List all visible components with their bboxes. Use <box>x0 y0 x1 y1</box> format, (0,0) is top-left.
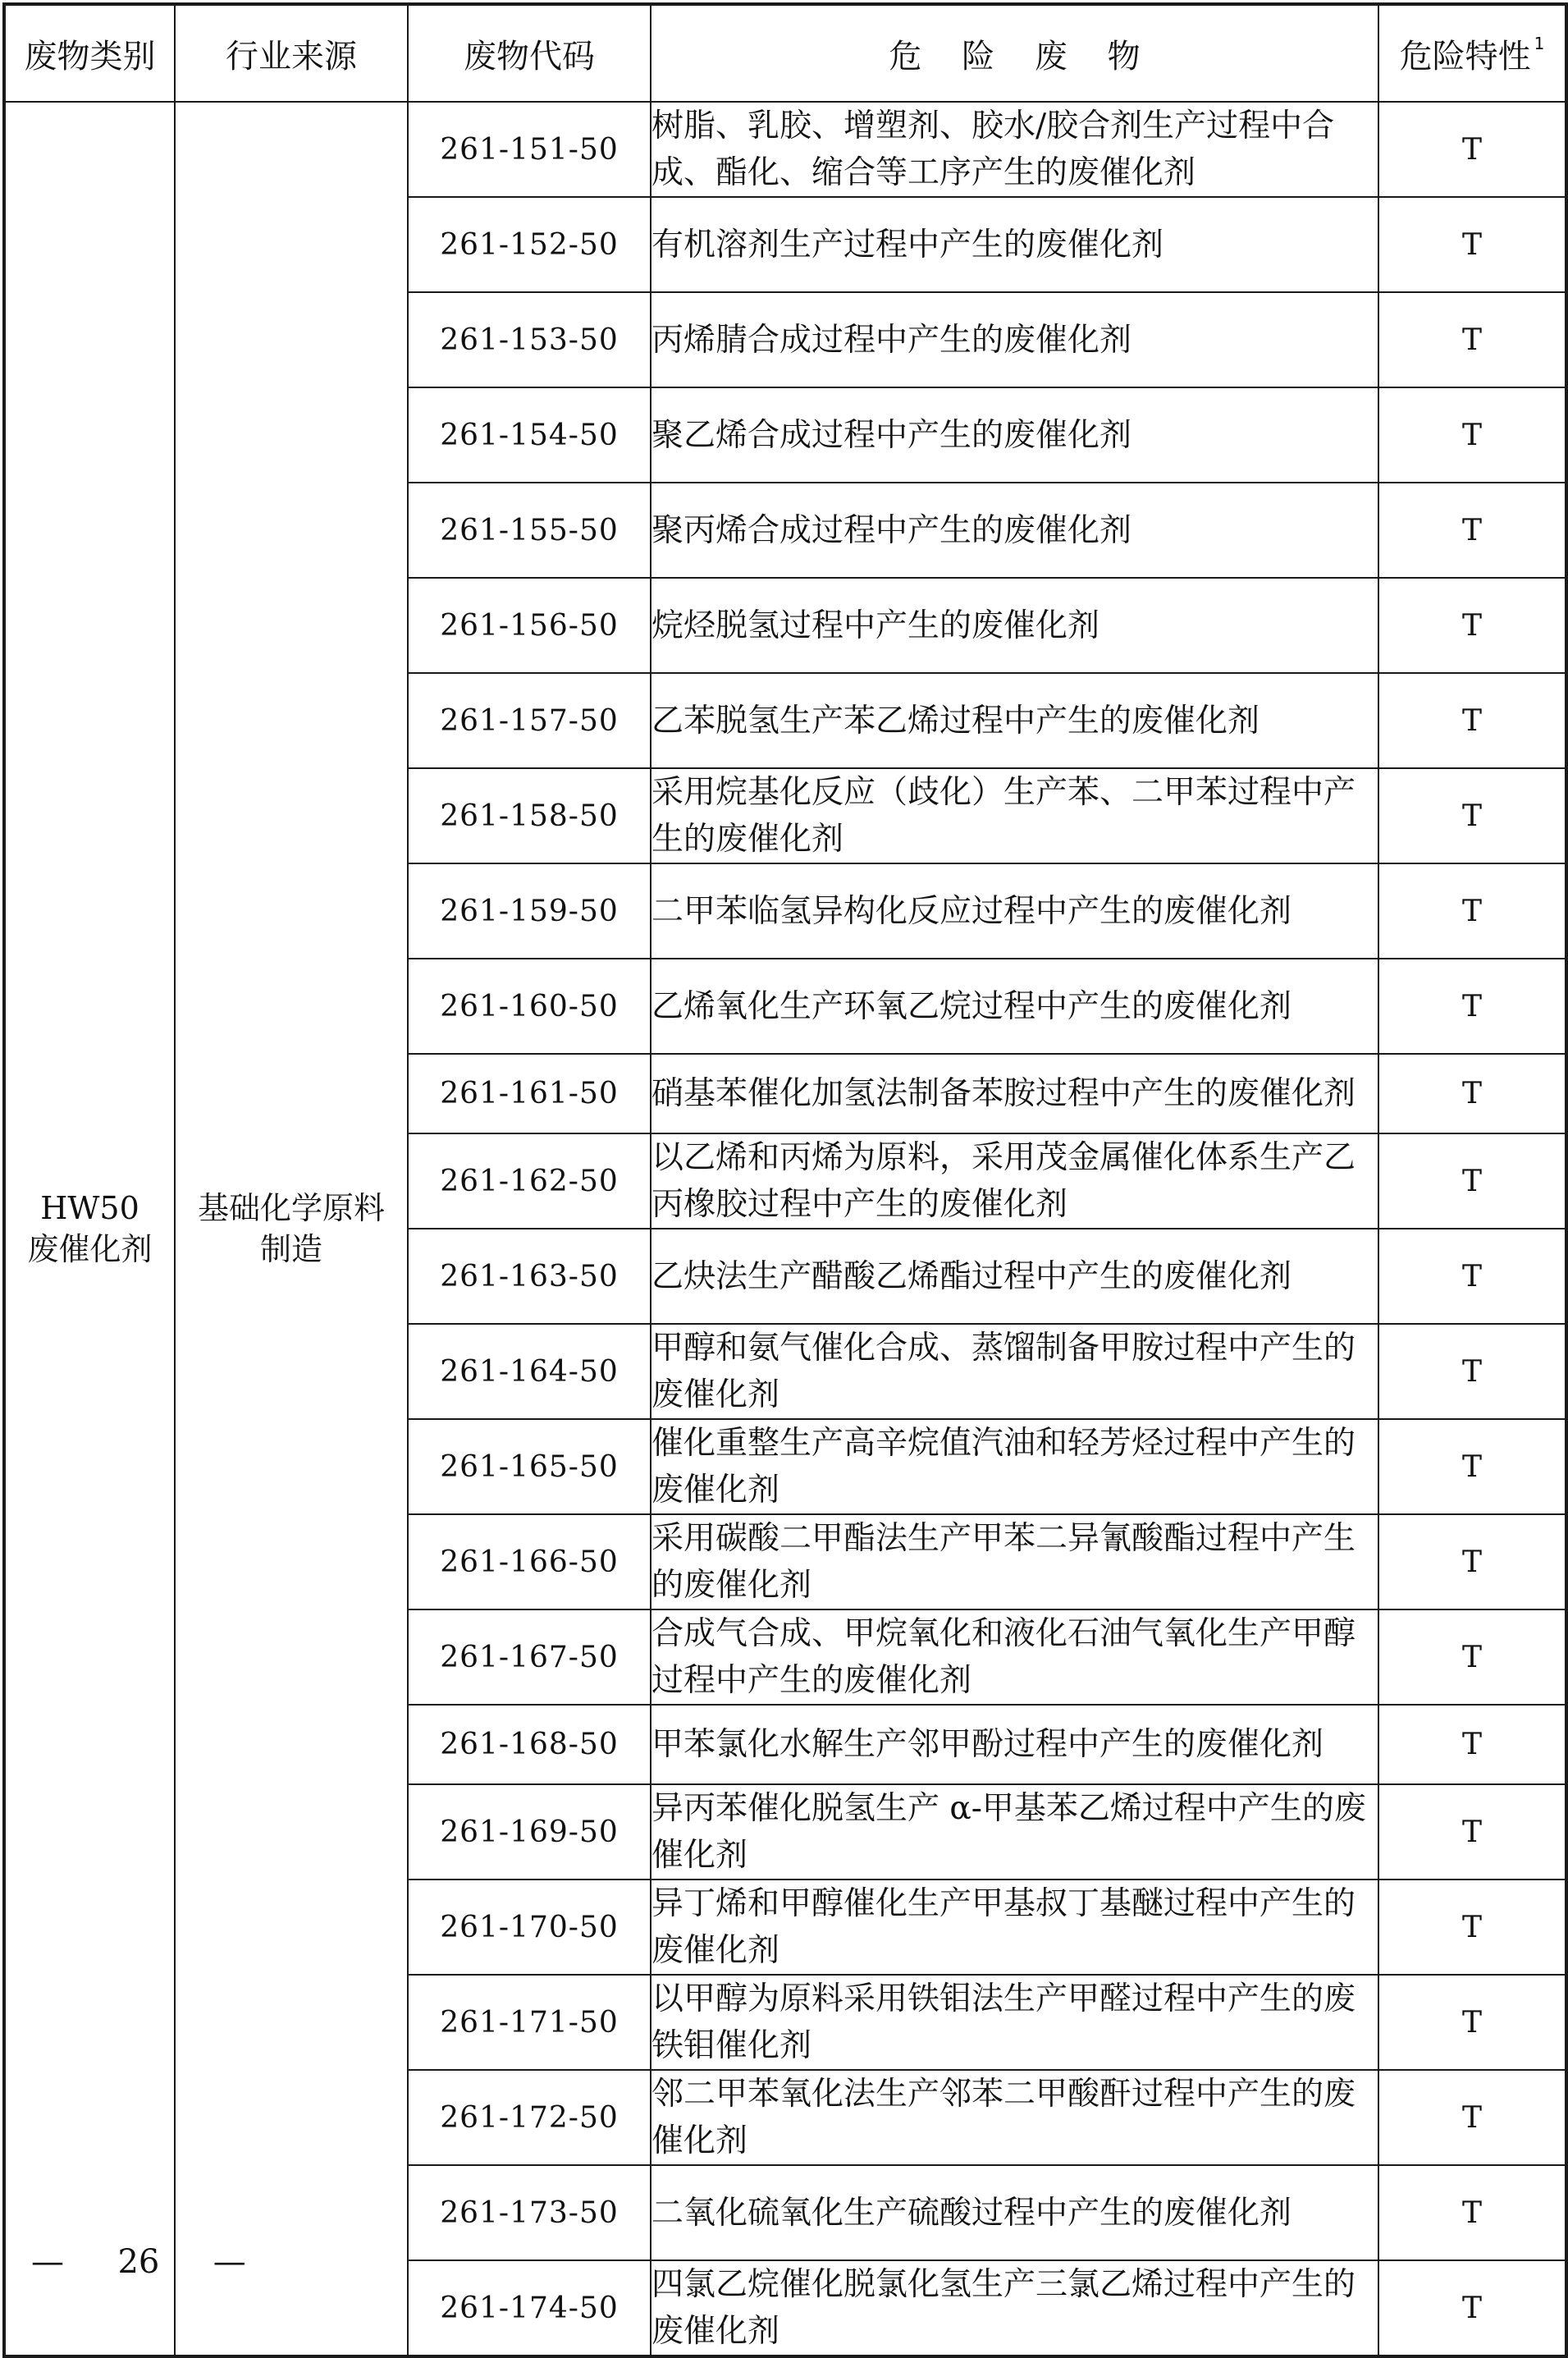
industry-source-line2: 制造 <box>259 1231 322 1267</box>
waste-description: 聚丙烯合成过程中产生的废催化剂 <box>651 483 1378 578</box>
footer-dash-left: — <box>31 2243 64 2281</box>
waste-description: 树脂、乳胶、增塑剂、胶水/胶合剂生产过程中合成、酯化、缩合等工序产生的废催化剂 <box>651 102 1378 197</box>
waste-code: 261-160-50 <box>408 959 651 1054</box>
hazard-characteristic: T <box>1378 1229 1566 1324</box>
table-body <box>4 102 1566 2356</box>
hazard-characteristic: T <box>1378 959 1566 1054</box>
waste-category-cell <box>4 102 175 2356</box>
waste-code: 261-151-50 <box>408 102 651 197</box>
hazard-characteristic: T <box>1378 1880 1566 1975</box>
hazard-characteristic: T <box>1378 292 1566 387</box>
waste-description: 丙烯腈合成过程中产生的废催化剂 <box>651 292 1378 387</box>
waste-description: 合成气合成、甲烷氧化和液化石油气氧化生产甲醇过程中产生的废催化剂 <box>651 1609 1378 1705</box>
hazard-characteristic: T <box>1378 768 1566 863</box>
hazard-characteristic: T <box>1378 1054 1566 1133</box>
waste-description: 甲醇和氨气催化合成、蒸馏制备甲胺过程中产生的废催化剂 <box>651 1324 1378 1419</box>
waste-code: 261-157-50 <box>408 673 651 768</box>
waste-code: 261-161-50 <box>408 1054 651 1133</box>
waste-code: 261-153-50 <box>408 292 651 387</box>
waste-description: 二氧化硫氧化生产硫酸过程中产生的废催化剂 <box>651 2165 1378 2260</box>
waste-description: 硝基苯催化加氢法制备苯胺过程中产生的废催化剂 <box>651 1054 1378 1133</box>
waste-description: 催化重整生产高辛烷值汽油和轻芳烃过程中产生的废催化剂 <box>651 1419 1378 1514</box>
waste-code: 261-172-50 <box>408 2070 651 2165</box>
waste-code: 261-162-50 <box>408 1133 651 1229</box>
waste-description: 异丙苯催化脱氢生产 α-甲基苯乙烯过程中产生的废催化剂 <box>651 1784 1378 1880</box>
waste-code: 261-169-50 <box>408 1784 651 1880</box>
hazard-characteristic: T <box>1378 1705 1566 1784</box>
waste-category-name: 废催化剂 <box>27 1231 153 1267</box>
waste-code: 261-152-50 <box>408 197 651 292</box>
waste-description: 二甲苯临氢异构化反应过程中产生的废催化剂 <box>651 863 1378 959</box>
hazard-characteristic: T <box>1378 1784 1566 1880</box>
waste-description: 以甲醇为原料采用铁钼法生产甲醛过程中产生的废铁钼催化剂 <box>651 1975 1378 2070</box>
header-hazard-footnote: 1 <box>1534 33 1545 53</box>
industry-source-cell <box>175 102 408 2356</box>
waste-code: 261-164-50 <box>408 1324 651 1419</box>
waste-description: 采用烷基化反应（歧化）生产苯、二甲苯过程中产生的废催化剂 <box>651 768 1378 863</box>
hazard-characteristic: T <box>1378 2070 1566 2165</box>
waste-description: 乙苯脱氢生产苯乙烯过程中产生的废催化剂 <box>651 673 1378 768</box>
hazard-characteristic: T <box>1378 483 1566 578</box>
hazard-characteristic: T <box>1378 1609 1566 1705</box>
footer-dash-right: — <box>213 2243 246 2281</box>
waste-description: 有机溶剂生产过程中产生的废催化剂 <box>651 197 1378 292</box>
waste-code: 261-174-50 <box>408 2260 651 2356</box>
header-waste <box>651 4 1378 102</box>
hazard-characteristic: T <box>1378 2260 1566 2356</box>
waste-description: 以乙烯和丙烯为原料，采用茂金属催化体系生产乙丙橡胶过程中产生的废催化剂 <box>651 1133 1378 1229</box>
header-hazard <box>1378 4 1566 102</box>
waste-code: 261-165-50 <box>408 1419 651 1514</box>
waste-description: 甲苯氯化水解生产邻甲酚过程中产生的废催化剂 <box>651 1705 1378 1784</box>
waste-code: 261-171-50 <box>408 1975 651 2070</box>
waste-description: 四氯乙烷催化脱氯化氢生产三氯乙烯过程中产生的废催化剂 <box>651 2260 1378 2356</box>
waste-code: 261-156-50 <box>408 578 651 673</box>
header-category: 废物类别 <box>4 4 175 102</box>
waste-description: 聚乙烯合成过程中产生的废催化剂 <box>651 387 1378 483</box>
waste-description: 乙烯氧化生产环氧乙烷过程中产生的废催化剂 <box>651 959 1378 1054</box>
waste-code: 261-173-50 <box>408 2165 651 2260</box>
hazard-characteristic: T <box>1378 1324 1566 1419</box>
hazard-characteristic: T <box>1378 387 1566 483</box>
waste-description: 乙炔法生产醋酸乙烯酯过程中产生的废催化剂 <box>651 1229 1378 1324</box>
header-code: 废物代码 <box>408 4 651 102</box>
waste-code: 261-163-50 <box>408 1229 651 1324</box>
page-number: 26 <box>117 2243 160 2281</box>
hazard-characteristic: T <box>1378 863 1566 959</box>
waste-code: 261-159-50 <box>408 863 651 959</box>
waste-code: 261-166-50 <box>408 1514 651 1609</box>
hazard-characteristic: T <box>1378 1514 1566 1609</box>
waste-code: 261-154-50 <box>408 387 651 483</box>
hazard-characteristic: T <box>1378 1133 1566 1229</box>
header-source: 行业来源 <box>175 4 408 102</box>
waste-description: 烷烃脱氢过程中产生的废催化剂 <box>651 578 1378 673</box>
table-header-row <box>4 4 1566 102</box>
header-waste-label: 危 险 废 物 <box>889 37 1155 76</box>
waste-description: 邻二甲苯氧化法生产邻苯二甲酸酐过程中产生的废催化剂 <box>651 2070 1378 2165</box>
waste-description: 采用碳酸二甲酯法生产甲苯二异氰酸酯过程中产生的废催化剂 <box>651 1514 1378 1609</box>
header-hazard-label: 危险特性 <box>1399 37 1531 76</box>
table-row <box>4 102 1566 197</box>
hazard-characteristic: T <box>1378 2165 1566 2260</box>
page-footer <box>31 2243 246 2281</box>
hazard-characteristic: T <box>1378 673 1566 768</box>
hazard-characteristic: T <box>1378 102 1566 197</box>
waste-code: 261-167-50 <box>408 1609 651 1705</box>
waste-category-code: HW50 <box>40 1190 139 1226</box>
waste-code: 261-155-50 <box>408 483 651 578</box>
waste-code: 261-168-50 <box>408 1705 651 1784</box>
hazard-characteristic: T <box>1378 197 1566 292</box>
waste-code: 261-158-50 <box>408 768 651 863</box>
hazard-characteristic: T <box>1378 1419 1566 1514</box>
waste-code: 261-170-50 <box>408 1880 651 1975</box>
hazard-characteristic: T <box>1378 578 1566 673</box>
hazardous-waste-table <box>2 2 1568 2358</box>
waste-description: 异丁烯和甲醇催化生产甲基叔丁基醚过程中产生的废催化剂 <box>651 1880 1378 1975</box>
hazard-characteristic: T <box>1378 1975 1566 2070</box>
industry-source-line1: 基础化学原料 <box>197 1190 385 1226</box>
